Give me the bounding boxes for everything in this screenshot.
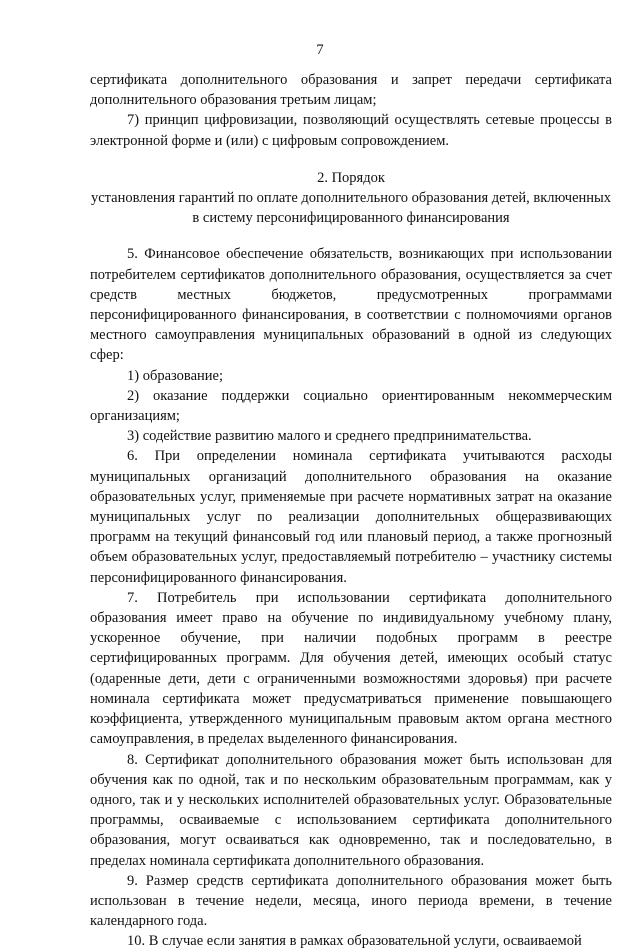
paragraph-7: 7. Потребитель при использовании сертификата дополнительного образования имеет право на обучение по индивидуальному учебному плану, ускоренное обучение, при наличии подобных программ в реестре сертифицированных программ. Для обучения детей, имеющих особый статус (одаренные дети, дети с ограниченными возможностями здоровья) при расчете номинала сертификата может предусматриваться применение повышающего коэффициента, утвержденного муниципальным правовым актом органа местного самоуправления, в пределах выделенного финансирования.	[90, 589, 612, 748]
paragraph-6: 6. При определении номинала сертификата учитываются расходы муниципальных организаций дополнительного образования на оказание образовательных услуг, применяемые при расчете нормативных затрат на оказание муниципальных услуг по реализации дополнительных общеразвивающих программ на текущий финансовый год или плановый период, а также прогнозный объем образовательных услуг, предоставляемый потребителю – участнику системы персонифицированного финансирования.	[90, 448, 612, 586]
paragraph-5: 5. Финансовое обеспечение обязательств, возникающих при использовании потребителем сертификатов дополнительного образования, осуществляется за счет средств местных бюджетов, предусмотренных программами персонифицированного финансирования, в соответствии с полномочиями органов местного самоуправления муниципальных образований в одной из следующих сфер:	[90, 246, 612, 364]
paragraph-10: 10. В случае если занятия в рамках образовательной услуги, осваиваемой	[127, 933, 582, 950]
section-title: 2. Порядок	[317, 169, 385, 186]
paragraph-5-item-1: 1) образование;	[127, 367, 223, 384]
paragraph-8: 8. Сертификат дополнительного образования может быть использован для обучения как по одной, так и по нескольким образовательным программам, как у одного, так и у нескольких исполнителей образовательных услуг. Образовательные программы, осваиваемые с использованием сертификата дополнительного образования, могут осваиваться как одновременно, так и последовательно, в пределах номинала сертификата дополнительного образования.	[90, 751, 612, 869]
intro-paragraph-continuation: сертификата дополнительного образования и запрет передачи сертификата дополнительного образования третьим лицам;	[90, 72, 612, 109]
document-body	[90, 70, 612, 952]
principle-item-7: 7) принцип цифровизации, позволяющий осуществлять сетевые процессы в электронной форме и (или) с цифровым сопровождением.	[90, 112, 612, 149]
paragraph-9: 9. Размер средств сертификата дополнительного образования может быть использован в течение недели, месяца, иного периода времени, в течение календарного года.	[90, 872, 612, 930]
section-heading	[90, 168, 612, 229]
paragraph-5-item-2: 2) оказание поддержки социально ориентированным некоммерческим организациям;	[90, 387, 612, 425]
section-subtitle: установления гарантий по оплате дополнительного образования детей, включенных в систему персонифицированного финансирования	[90, 190, 612, 227]
page-number: 7	[316, 42, 324, 58]
paragraph-5-item-3: 3) содействие развитию малого и среднего предпринимательства.	[127, 428, 532, 445]
